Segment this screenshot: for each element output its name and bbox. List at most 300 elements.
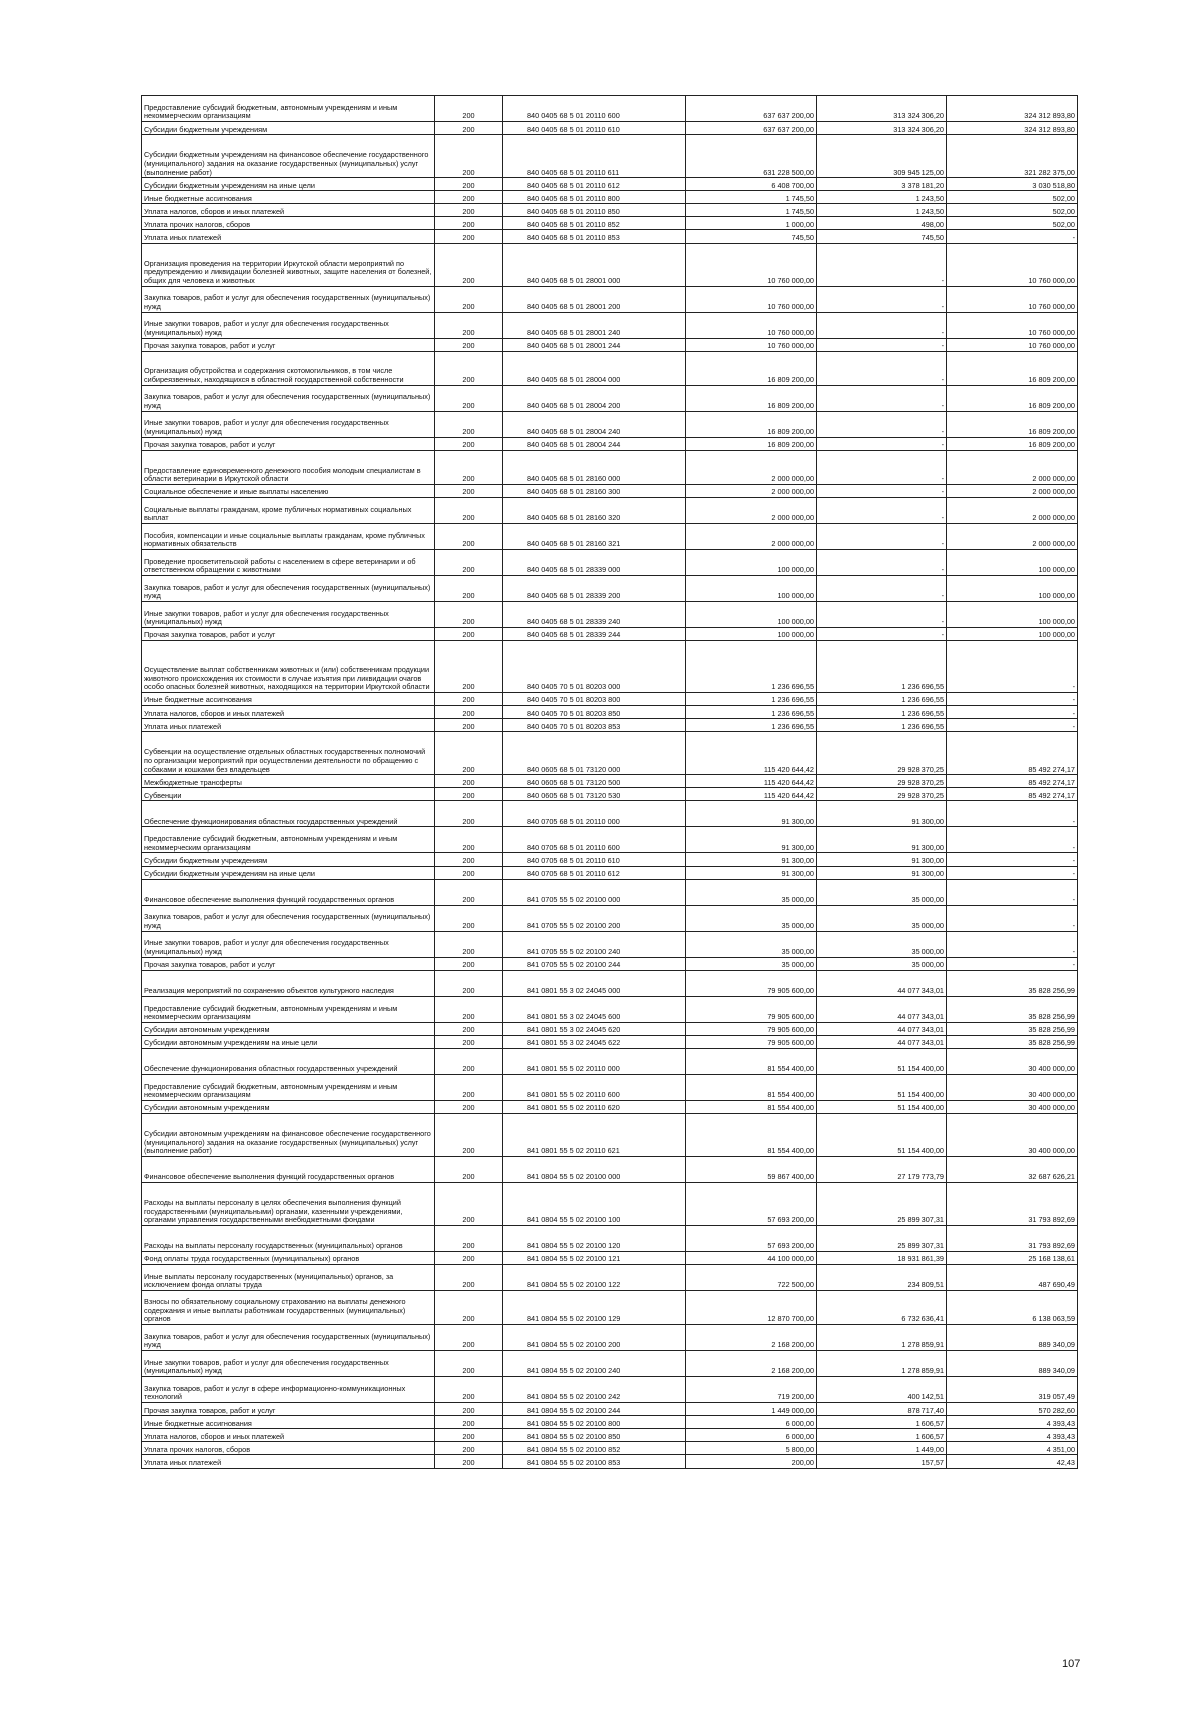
budget-code-cell: 841 0804 55 5 02 20100 242 <box>503 1377 686 1403</box>
line-code-cell: 200 <box>435 385 503 411</box>
item-name-cell: Уплата иных платежей <box>142 719 435 732</box>
approved-amount-cell: 79 905 600,00 <box>686 996 817 1022</box>
approved-amount-cell: 57 693 200,00 <box>686 1225 817 1251</box>
item-name-cell: Субсидии бюджетным учреждениям на иные цели <box>142 178 435 191</box>
item-name-cell: Субсидии бюджетным учреждениям <box>142 853 435 866</box>
approved-amount-cell: 35 000,00 <box>686 957 817 970</box>
unexecuted-amount-cell: 10 760 000,00 <box>947 286 1078 312</box>
executed-amount-cell: 1 236 696,55 <box>817 692 947 705</box>
budget-code-cell: 840 0405 68 5 01 28001 244 <box>503 338 686 351</box>
budget-code-cell: 841 0804 55 5 02 20100 000 <box>503 1156 686 1182</box>
budget-code-cell: 841 0804 55 5 02 20100 850 <box>503 1429 686 1442</box>
executed-amount-cell: 35 000,00 <box>817 931 947 957</box>
budget-code-cell: 841 0804 55 5 02 20100 853 <box>503 1455 686 1468</box>
unexecuted-amount-cell: 35 828 256,99 <box>947 1022 1078 1035</box>
executed-amount-cell: 498,00 <box>817 217 947 230</box>
item-name-cell: Закупка товаров, работ и услуг для обеспечения государственных (муниципальных) нужд <box>142 286 435 312</box>
item-name-cell: Иные бюджетные ассигнования <box>142 1416 435 1429</box>
unexecuted-amount-cell: 100 000,00 <box>947 549 1078 575</box>
executed-amount-cell: 878 717,40 <box>817 1403 947 1416</box>
table-row <box>142 135 1078 178</box>
executed-amount-cell: - <box>817 484 947 497</box>
table-row <box>142 788 1078 801</box>
line-code-cell: 200 <box>435 204 503 217</box>
approved-amount-cell: 1 000,00 <box>686 217 817 230</box>
table-row <box>142 640 1078 692</box>
unexecuted-amount-cell: 570 282,60 <box>947 1403 1078 1416</box>
unexecuted-amount-cell: - <box>947 230 1078 243</box>
approved-amount-cell: 91 300,00 <box>686 827 817 853</box>
unexecuted-amount-cell: 502,00 <box>947 191 1078 204</box>
line-code-cell: 200 <box>435 996 503 1022</box>
executed-amount-cell: 35 000,00 <box>817 879 947 905</box>
table-row <box>142 732 1078 775</box>
unexecuted-amount-cell: 2 000 000,00 <box>947 497 1078 523</box>
approved-amount-cell: 12 870 700,00 <box>686 1291 817 1325</box>
table-row <box>142 1291 1078 1325</box>
budget-code-cell: 840 0405 68 5 01 28339 244 <box>503 627 686 640</box>
line-code-cell: 200 <box>435 905 503 931</box>
executed-amount-cell: 25 899 307,31 <box>817 1182 947 1225</box>
unexecuted-amount-cell: 10 760 000,00 <box>947 243 1078 286</box>
executed-amount-cell: 313 324 306,20 <box>817 96 947 122</box>
approved-amount-cell: 59 867 400,00 <box>686 1156 817 1182</box>
budget-code-cell: 841 0705 55 5 02 20100 240 <box>503 931 686 957</box>
table-row <box>142 1022 1078 1035</box>
table-row <box>142 1035 1078 1048</box>
unexecuted-amount-cell: - <box>947 692 1078 705</box>
line-code-cell: 200 <box>435 1416 503 1429</box>
budget-code-cell: 840 0605 68 5 01 73120 530 <box>503 788 686 801</box>
item-name-cell: Закупка товаров, работ и услуг для обеспечения государственных (муниципальных) нужд <box>142 1325 435 1351</box>
approved-amount-cell: 2 168 200,00 <box>686 1351 817 1377</box>
executed-amount-cell: 91 300,00 <box>817 801 947 827</box>
table-row <box>142 601 1078 627</box>
table-row <box>142 827 1078 853</box>
executed-amount-cell: 51 154 400,00 <box>817 1048 947 1074</box>
executed-amount-cell: 1 278 859,91 <box>817 1325 947 1351</box>
executed-amount-cell: 29 928 370,25 <box>817 788 947 801</box>
budget-code-cell: 840 0405 68 5 01 28339 240 <box>503 601 686 627</box>
unexecuted-amount-cell: - <box>947 931 1078 957</box>
item-name-cell: Субсидии автономным учреждениям на иные цели <box>142 1035 435 1048</box>
budget-code-cell: 841 0801 55 3 02 24045 620 <box>503 1022 686 1035</box>
budget-code-cell: 841 0804 55 5 02 20100 120 <box>503 1225 686 1251</box>
budget-code-cell: 840 0405 68 5 01 28001 200 <box>503 286 686 312</box>
approved-amount-cell: 1 236 696,55 <box>686 640 817 692</box>
line-code-cell: 200 <box>435 853 503 866</box>
approved-amount-cell: 44 100 000,00 <box>686 1251 817 1264</box>
executed-amount-cell: 309 945 125,00 <box>817 135 947 178</box>
unexecuted-amount-cell: 85 492 274,17 <box>947 788 1078 801</box>
executed-amount-cell: - <box>817 312 947 338</box>
approved-amount-cell: 2 000 000,00 <box>686 523 817 549</box>
executed-amount-cell: - <box>817 437 947 450</box>
item-name-cell: Фонд оплаты труда государственных (муниципальных) органов <box>142 1251 435 1264</box>
approved-amount-cell: 10 760 000,00 <box>686 338 817 351</box>
executed-amount-cell: - <box>817 523 947 549</box>
line-code-cell: 200 <box>435 788 503 801</box>
unexecuted-amount-cell: 321 282 375,00 <box>947 135 1078 178</box>
unexecuted-amount-cell: - <box>947 640 1078 692</box>
table-row <box>142 230 1078 243</box>
unexecuted-amount-cell: 2 000 000,00 <box>947 484 1078 497</box>
item-name-cell: Проведение просветительской работы с населением в сфере ветеринарии и об ответственном обращении с животными <box>142 549 435 575</box>
line-code-cell: 200 <box>435 1291 503 1325</box>
line-code-cell: 200 <box>435 706 503 719</box>
unexecuted-amount-cell: 35 828 256,99 <box>947 996 1078 1022</box>
budget-code-cell: 840 0405 68 5 01 20110 611 <box>503 135 686 178</box>
table-row <box>142 879 1078 905</box>
approved-amount-cell: 637 637 200,00 <box>686 96 817 122</box>
approved-amount-cell: 81 554 400,00 <box>686 1100 817 1113</box>
approved-amount-cell: 81 554 400,00 <box>686 1048 817 1074</box>
unexecuted-amount-cell: 16 809 200,00 <box>947 385 1078 411</box>
unexecuted-amount-cell: 4 393,43 <box>947 1416 1078 1429</box>
unexecuted-amount-cell: 100 000,00 <box>947 575 1078 601</box>
budget-code-cell: 840 0405 68 5 01 20110 612 <box>503 178 686 191</box>
budget-code-cell: 840 0405 68 5 01 28160 320 <box>503 497 686 523</box>
table-row <box>142 1403 1078 1416</box>
line-code-cell: 200 <box>435 1182 503 1225</box>
budget-code-cell: 840 0405 68 5 01 28339 200 <box>503 575 686 601</box>
approved-amount-cell: 10 760 000,00 <box>686 243 817 286</box>
budget-code-cell: 840 0405 68 5 01 20110 610 <box>503 122 686 135</box>
line-code-cell: 200 <box>435 1265 503 1291</box>
item-name-cell: Прочая закупка товаров, работ и услуг <box>142 957 435 970</box>
budget-code-cell: 840 0405 70 5 01 80203 000 <box>503 640 686 692</box>
line-code-cell: 200 <box>435 1351 503 1377</box>
table-row <box>142 575 1078 601</box>
executed-amount-cell: - <box>817 601 947 627</box>
approved-amount-cell: 1 236 696,55 <box>686 692 817 705</box>
executed-amount-cell: - <box>817 627 947 640</box>
budget-code-cell: 840 0705 68 5 01 20110 612 <box>503 866 686 879</box>
line-code-cell: 200 <box>435 1429 503 1442</box>
budget-code-cell: 841 0801 55 3 02 24045 600 <box>503 996 686 1022</box>
line-code-cell: 200 <box>435 640 503 692</box>
approved-amount-cell: 115 420 644,42 <box>686 775 817 788</box>
item-name-cell: Уплата прочих налогов, сборов <box>142 217 435 230</box>
budget-code-cell: 840 0405 68 5 01 20110 600 <box>503 96 686 122</box>
page-number: 107 <box>1062 1658 1081 1670</box>
table-row <box>142 853 1078 866</box>
table-row <box>142 96 1078 122</box>
table-row <box>142 706 1078 719</box>
budget-code-cell: 841 0705 55 5 02 20100 200 <box>503 905 686 931</box>
line-code-cell: 200 <box>435 575 503 601</box>
budget-code-cell: 840 0405 70 5 01 80203 800 <box>503 692 686 705</box>
executed-amount-cell: 1 236 696,55 <box>817 640 947 692</box>
table-row <box>142 1429 1078 1442</box>
item-name-cell: Уплата иных платежей <box>142 230 435 243</box>
executed-amount-cell: 1 278 859,91 <box>817 1351 947 1377</box>
table-row <box>142 1377 1078 1403</box>
item-name-cell: Уплата налогов, сборов и иных платежей <box>142 706 435 719</box>
unexecuted-amount-cell: 324 312 893,80 <box>947 96 1078 122</box>
table-row <box>142 338 1078 351</box>
unexecuted-amount-cell: 42,43 <box>947 1455 1078 1468</box>
budget-code-cell: 840 0405 68 5 01 20110 800 <box>503 191 686 204</box>
approved-amount-cell: 79 905 600,00 <box>686 1035 817 1048</box>
table-row <box>142 549 1078 575</box>
item-name-cell: Субвенции <box>142 788 435 801</box>
table-row <box>142 801 1078 827</box>
executed-amount-cell: 1 449,00 <box>817 1442 947 1455</box>
line-code-cell: 200 <box>435 1100 503 1113</box>
table-row <box>142 497 1078 523</box>
table-row <box>142 1225 1078 1251</box>
approved-amount-cell: 100 000,00 <box>686 601 817 627</box>
approved-amount-cell: 10 760 000,00 <box>686 286 817 312</box>
line-code-cell: 200 <box>435 879 503 905</box>
executed-amount-cell: - <box>817 286 947 312</box>
executed-amount-cell: 35 000,00 <box>817 957 947 970</box>
approved-amount-cell: 2 000 000,00 <box>686 484 817 497</box>
unexecuted-amount-cell: 16 809 200,00 <box>947 411 1078 437</box>
unexecuted-amount-cell: 30 400 000,00 <box>947 1074 1078 1100</box>
table-row <box>142 957 1078 970</box>
executed-amount-cell: - <box>817 549 947 575</box>
unexecuted-amount-cell: 2 000 000,00 <box>947 523 1078 549</box>
item-name-cell: Предоставление субсидий бюджетным, автономным учреждениям и иным некоммерческим организациям <box>142 996 435 1022</box>
budget-code-cell: 841 0801 55 3 02 24045 622 <box>503 1035 686 1048</box>
approved-amount-cell: 6 000,00 <box>686 1429 817 1442</box>
item-name-cell: Субсидии автономным учреждениям <box>142 1022 435 1035</box>
line-code-cell: 200 <box>435 178 503 191</box>
item-name-cell: Финансовое обеспечение выполнения функций государственных органов <box>142 1156 435 1182</box>
budget-code-cell: 841 0801 55 5 02 20110 000 <box>503 1048 686 1074</box>
table-row <box>142 692 1078 705</box>
table-row <box>142 1048 1078 1074</box>
approved-amount-cell: 722 500,00 <box>686 1265 817 1291</box>
budget-code-cell: 840 0405 68 5 01 28004 000 <box>503 351 686 385</box>
budget-code-cell: 840 0405 68 5 01 28160 300 <box>503 484 686 497</box>
unexecuted-amount-cell: 889 340,09 <box>947 1325 1078 1351</box>
item-name-cell: Взносы по обязательному социальному страхованию на выплаты денежного содержания и иные выплаты работникам государственных (муниципальных) органов <box>142 1291 435 1325</box>
unexecuted-amount-cell: 100 000,00 <box>947 627 1078 640</box>
approved-amount-cell: 10 760 000,00 <box>686 312 817 338</box>
budget-code-cell: 841 0705 55 5 02 20100 244 <box>503 957 686 970</box>
table-row <box>142 1442 1078 1455</box>
table-row <box>142 204 1078 217</box>
approved-amount-cell: 2 168 200,00 <box>686 1325 817 1351</box>
approved-amount-cell: 5 800,00 <box>686 1442 817 1455</box>
table-row <box>142 243 1078 286</box>
unexecuted-amount-cell: 30 400 000,00 <box>947 1113 1078 1156</box>
line-code-cell: 200 <box>435 970 503 996</box>
unexecuted-amount-cell: 25 168 138,61 <box>947 1251 1078 1264</box>
budget-code-cell: 840 0405 68 5 01 20110 853 <box>503 230 686 243</box>
approved-amount-cell: 6 408 700,00 <box>686 178 817 191</box>
line-code-cell: 200 <box>435 411 503 437</box>
table-row <box>142 450 1078 484</box>
line-code-cell: 200 <box>435 1403 503 1416</box>
item-name-cell: Уплата налогов, сборов и иных платежей <box>142 1429 435 1442</box>
line-code-cell: 200 <box>435 1113 503 1156</box>
unexecuted-amount-cell: - <box>947 853 1078 866</box>
approved-amount-cell: 745,50 <box>686 230 817 243</box>
line-code-cell: 200 <box>435 827 503 853</box>
executed-amount-cell: 29 928 370,25 <box>817 732 947 775</box>
table-body <box>142 96 1078 1469</box>
item-name-cell: Иные закупки товаров, работ и услуг для обеспечения государственных (муниципальных) нужд <box>142 411 435 437</box>
budget-code-cell: 841 0804 55 5 02 20100 800 <box>503 1416 686 1429</box>
approved-amount-cell: 91 300,00 <box>686 853 817 866</box>
executed-amount-cell: 44 077 343,01 <box>817 996 947 1022</box>
executed-amount-cell: 44 077 343,01 <box>817 1035 947 1048</box>
executed-amount-cell: 1 606,57 <box>817 1429 947 1442</box>
budget-code-cell: 840 0405 70 5 01 80203 853 <box>503 719 686 732</box>
table-row <box>142 931 1078 957</box>
unexecuted-amount-cell: 502,00 <box>947 204 1078 217</box>
table-row <box>142 217 1078 230</box>
executed-amount-cell: 27 179 773,79 <box>817 1156 947 1182</box>
line-code-cell: 200 <box>435 601 503 627</box>
item-name-cell: Закупка товаров, работ и услуг в сфере информационно-коммуникационных технологий <box>142 1377 435 1403</box>
line-code-cell: 200 <box>435 1048 503 1074</box>
line-code-cell: 200 <box>435 312 503 338</box>
approved-amount-cell: 1 449 000,00 <box>686 1403 817 1416</box>
budget-execution-sheet <box>141 95 1077 1469</box>
budget-code-cell: 840 0605 68 5 01 73120 500 <box>503 775 686 788</box>
unexecuted-amount-cell: 889 340,09 <box>947 1351 1078 1377</box>
budget-code-cell: 840 0705 68 5 01 20110 000 <box>503 801 686 827</box>
table-row <box>142 1182 1078 1225</box>
unexecuted-amount-cell: - <box>947 801 1078 827</box>
approved-amount-cell: 2 000 000,00 <box>686 450 817 484</box>
budget-code-cell: 841 0804 55 5 02 20100 200 <box>503 1325 686 1351</box>
executed-amount-cell: 1 243,50 <box>817 204 947 217</box>
executed-amount-cell: 313 324 306,20 <box>817 122 947 135</box>
table-row <box>142 178 1078 191</box>
item-name-cell: Предоставление субсидий бюджетным, автономным учреждениям и иным некоммерческим организациям <box>142 1074 435 1100</box>
executed-amount-cell: 3 378 181,20 <box>817 178 947 191</box>
budget-code-cell: 840 0405 68 5 01 28160 321 <box>503 523 686 549</box>
item-name-cell: Иные закупки товаров, работ и услуг для обеспечения государственных (муниципальных) нужд <box>142 931 435 957</box>
item-name-cell: Иные закупки товаров, работ и услуг для обеспечения государственных (муниципальных) нужд <box>142 601 435 627</box>
item-name-cell: Прочая закупка товаров, работ и услуг <box>142 437 435 450</box>
item-name-cell: Организация проведения на территории Иркутской области мероприятий по предупреждению и ликвидации болезней животных, защите населения от болезней, общих для человека и животных <box>142 243 435 286</box>
unexecuted-amount-cell: 10 760 000,00 <box>947 312 1078 338</box>
line-code-cell: 200 <box>435 191 503 204</box>
approved-amount-cell: 1 745,50 <box>686 204 817 217</box>
executed-amount-cell: 91 300,00 <box>817 827 947 853</box>
executed-amount-cell: 25 899 307,31 <box>817 1225 947 1251</box>
executed-amount-cell: 1 236 696,55 <box>817 706 947 719</box>
executed-amount-cell: 157,57 <box>817 1455 947 1468</box>
unexecuted-amount-cell: 6 138 063,59 <box>947 1291 1078 1325</box>
unexecuted-amount-cell: 319 057,49 <box>947 1377 1078 1403</box>
approved-amount-cell: 16 809 200,00 <box>686 437 817 450</box>
table-row <box>142 1455 1078 1468</box>
item-name-cell: Иные выплаты персоналу государственных (муниципальных) органов, за исключением фонда оплаты труда <box>142 1265 435 1291</box>
unexecuted-amount-cell: 30 400 000,00 <box>947 1100 1078 1113</box>
approved-amount-cell: 91 300,00 <box>686 801 817 827</box>
executed-amount-cell: 1 236 696,55 <box>817 719 947 732</box>
executed-amount-cell: - <box>817 411 947 437</box>
item-name-cell: Обеспечение функционирования областных государственных учреждений <box>142 1048 435 1074</box>
line-code-cell: 200 <box>435 801 503 827</box>
budget-code-cell: 840 0405 68 5 01 28339 000 <box>503 549 686 575</box>
budget-code-cell: 841 0801 55 5 02 20110 600 <box>503 1074 686 1100</box>
item-name-cell: Предоставление субсидий бюджетным, автономным учреждениям и иным некоммерческим организациям <box>142 827 435 853</box>
line-code-cell: 200 <box>435 1035 503 1048</box>
unexecuted-amount-cell: - <box>947 879 1078 905</box>
unexecuted-amount-cell: 100 000,00 <box>947 601 1078 627</box>
table-row <box>142 1100 1078 1113</box>
line-code-cell: 200 <box>435 627 503 640</box>
executed-amount-cell: - <box>817 450 947 484</box>
item-name-cell: Пособия, компенсации и иные социальные выплаты гражданам, кроме публичных нормативных обязательств <box>142 523 435 549</box>
table-row <box>142 627 1078 640</box>
line-code-cell: 200 <box>435 692 503 705</box>
budget-code-cell: 840 0705 68 5 01 20110 610 <box>503 853 686 866</box>
item-name-cell: Иные бюджетные ассигнования <box>142 692 435 705</box>
budget-code-cell: 840 0405 68 5 01 28004 240 <box>503 411 686 437</box>
table-row <box>142 1251 1078 1264</box>
approved-amount-cell: 16 809 200,00 <box>686 411 817 437</box>
executed-amount-cell: - <box>817 385 947 411</box>
executed-amount-cell: 6 732 636,41 <box>817 1291 947 1325</box>
table-row <box>142 996 1078 1022</box>
line-code-cell: 200 <box>435 437 503 450</box>
line-code-cell: 200 <box>435 931 503 957</box>
line-code-cell: 200 <box>435 1455 503 1468</box>
budget-code-cell: 841 0804 55 5 02 20100 122 <box>503 1265 686 1291</box>
executed-amount-cell: 51 154 400,00 <box>817 1113 947 1156</box>
line-code-cell: 200 <box>435 351 503 385</box>
item-name-cell: Субвенции на осуществление отдельных областных государственных полномочий по организации мероприятий при осуществлении деятельности по обращению с собаками и кошками без владельцев <box>142 732 435 775</box>
unexecuted-amount-cell: 502,00 <box>947 217 1078 230</box>
budget-code-cell: 841 0804 55 5 02 20100 244 <box>503 1403 686 1416</box>
unexecuted-amount-cell: - <box>947 866 1078 879</box>
table-row <box>142 1416 1078 1429</box>
approved-amount-cell: 115 420 644,42 <box>686 788 817 801</box>
approved-amount-cell: 81 554 400,00 <box>686 1113 817 1156</box>
item-name-cell: Закупка товаров, работ и услуг для обеспечения государственных (муниципальных) нужд <box>142 385 435 411</box>
item-name-cell: Уплата налогов, сборов и иных платежей <box>142 204 435 217</box>
executed-amount-cell: - <box>817 338 947 351</box>
executed-amount-cell: 400 142,51 <box>817 1377 947 1403</box>
executed-amount-cell: 44 077 343,01 <box>817 1022 947 1035</box>
item-name-cell: Субсидии автономным учреждениям на финансовое обеспечение государственного (муниципального) задания на оказание государственных (муниципальных) услуг (выполнение работ) <box>142 1113 435 1156</box>
budget-code-cell: 840 0405 70 5 01 80203 850 <box>503 706 686 719</box>
unexecuted-amount-cell: - <box>947 827 1078 853</box>
unexecuted-amount-cell: 85 492 274,17 <box>947 775 1078 788</box>
table-row <box>142 775 1078 788</box>
item-name-cell: Прочая закупка товаров, работ и услуг <box>142 338 435 351</box>
line-code-cell: 200 <box>435 1074 503 1100</box>
expenditure-table <box>141 95 1078 1469</box>
line-code-cell: 200 <box>435 1022 503 1035</box>
approved-amount-cell: 79 905 600,00 <box>686 970 817 996</box>
budget-code-cell: 840 0405 68 5 01 28004 244 <box>503 437 686 450</box>
line-code-cell: 200 <box>435 135 503 178</box>
item-name-cell: Расходы на выплаты персоналу государственных (муниципальных) органов <box>142 1225 435 1251</box>
line-code-cell: 200 <box>435 775 503 788</box>
table-row <box>142 191 1078 204</box>
unexecuted-amount-cell: 16 809 200,00 <box>947 351 1078 385</box>
executed-amount-cell: 234 809,51 <box>817 1265 947 1291</box>
line-code-cell: 200 <box>435 338 503 351</box>
executed-amount-cell: 44 077 343,01 <box>817 970 947 996</box>
executed-amount-cell: - <box>817 243 947 286</box>
budget-code-cell: 841 0801 55 3 02 24045 000 <box>503 970 686 996</box>
unexecuted-amount-cell: 32 687 626,21 <box>947 1156 1078 1182</box>
unexecuted-amount-cell: 324 312 893,80 <box>947 122 1078 135</box>
item-name-cell: Иные бюджетные ассигнования <box>142 191 435 204</box>
